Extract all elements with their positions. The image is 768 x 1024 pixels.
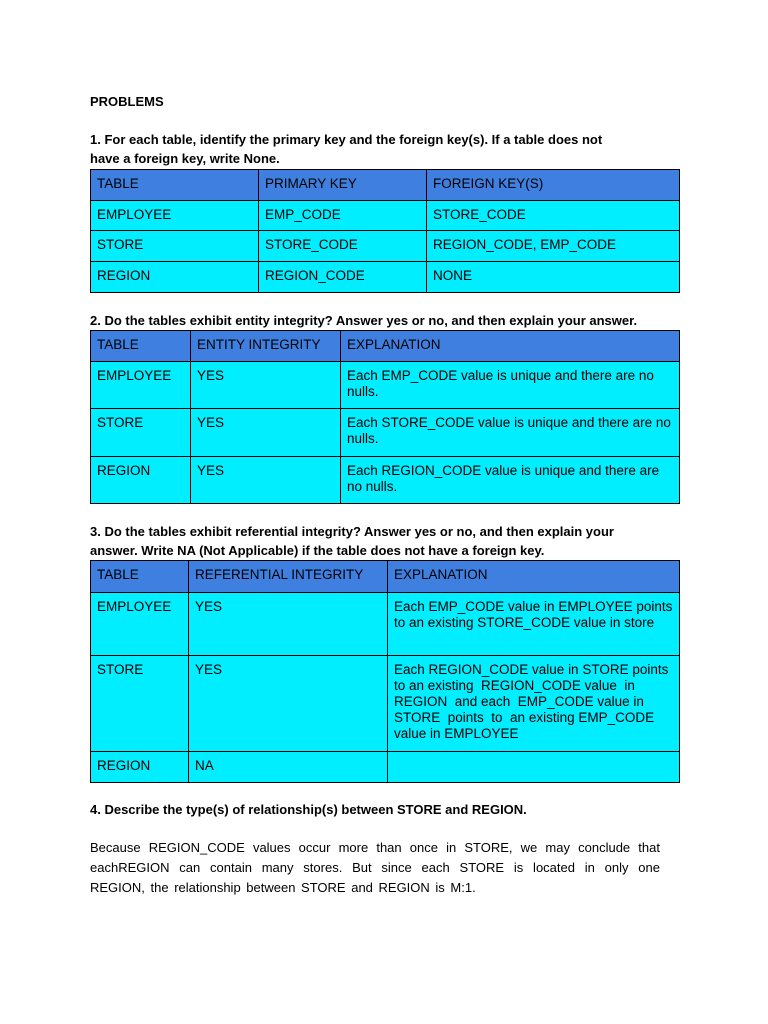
- table-cell: YES: [191, 409, 341, 457]
- header-cell: PRIMARY KEY: [259, 170, 427, 201]
- table-cell: Each STORE_CODE value is unique and there are no nulls.: [341, 409, 680, 457]
- header-cell: TABLE: [91, 561, 189, 593]
- table-row: [91, 201, 680, 231]
- header-cell: EXPLANATION: [341, 331, 680, 362]
- table-header-row: [91, 561, 680, 593]
- q4-answer: Because REGION_CODE values occur more than once in STORE, we may conclude that eachREGION can contain many stores. But since each STORE is located in only one REGION, the relationship between STORE and REGION is M:1.: [90, 840, 660, 895]
- q2-table: [90, 330, 680, 504]
- q2-heading: 2. Do the tables exhibit entity integrity? Answer yes or no, and then explain your answer.: [90, 313, 638, 328]
- q3-heading: 3. Do the tables exhibit referential integrity? Answer yes or no, and then explain your answer. Write NA (Not Applicable) if the table does not have a foreign key.: [90, 524, 614, 558]
- table-row: [91, 362, 680, 409]
- table-cell: REGION: [91, 262, 259, 293]
- q3-table: [90, 560, 680, 783]
- header-cell: REFERENTIAL INTEGRITY: [189, 561, 388, 593]
- table-row: [91, 752, 680, 783]
- table-row: [91, 656, 680, 752]
- table-cell: REGION: [91, 752, 189, 783]
- table-cell: NONE: [427, 262, 680, 293]
- table-header-row: [91, 170, 680, 201]
- table-cell: Each EMP_CODE value in EMPLOYEE points to an existing STORE_CODE value in store: [388, 593, 680, 656]
- table-cell: Each EMP_CODE value is unique and there are no nulls.: [341, 362, 680, 409]
- table-cell: Each REGION_CODE value in STORE points to an existing REGION_CODE value in REGION and each EMP_CODE value in STORE points to an existing EMP_CODE value in EMPLOYEE: [388, 656, 680, 752]
- table-cell: STORE: [91, 409, 191, 457]
- table-cell: REGION: [91, 457, 191, 504]
- table-cell: YES: [189, 656, 388, 752]
- table-cell: NA: [189, 752, 388, 783]
- table-cell: EMP_CODE: [259, 201, 427, 231]
- header-cell: TABLE: [91, 331, 191, 362]
- header-cell: EXPLANATION: [388, 561, 680, 593]
- table-row: [91, 231, 680, 262]
- header-cell: TABLE: [91, 170, 259, 201]
- table-row: [91, 262, 680, 293]
- q1-heading: 1. For each table, identify the primary key and the foreign key(s). If a table does not have a foreign key, write None.: [90, 132, 603, 166]
- table-row: [91, 409, 680, 457]
- page-title: PROBLEMS: [90, 94, 164, 109]
- table-cell: YES: [191, 457, 341, 504]
- table-cell: STORE_CODE: [259, 231, 427, 262]
- header-cell: FOREIGN KEY(S): [427, 170, 680, 201]
- table-cell: YES: [189, 593, 388, 656]
- table-cell: EMPLOYEE: [91, 362, 191, 409]
- table-cell: EMPLOYEE: [91, 201, 259, 231]
- table-cell: REGION_CODE, EMP_CODE: [427, 231, 680, 262]
- table-row: [91, 593, 680, 656]
- table-cell: [388, 752, 680, 783]
- table-cell: STORE: [91, 231, 259, 262]
- q1-table: [90, 169, 680, 293]
- q4-heading: 4. Describe the type(s) of relationship(s) between STORE and REGION.: [90, 802, 527, 817]
- header-cell: ENTITY INTEGRITY: [191, 331, 341, 362]
- table-cell: EMPLOYEE: [91, 593, 189, 656]
- table-cell: YES: [191, 362, 341, 409]
- table-cell: Each REGION_CODE value is unique and there are no nulls.: [341, 457, 680, 504]
- table-row: [91, 457, 680, 504]
- table-header-row: [91, 331, 680, 362]
- table-cell: REGION_CODE: [259, 262, 427, 293]
- table-cell: STORE_CODE: [427, 201, 680, 231]
- table-cell: STORE: [91, 656, 189, 752]
